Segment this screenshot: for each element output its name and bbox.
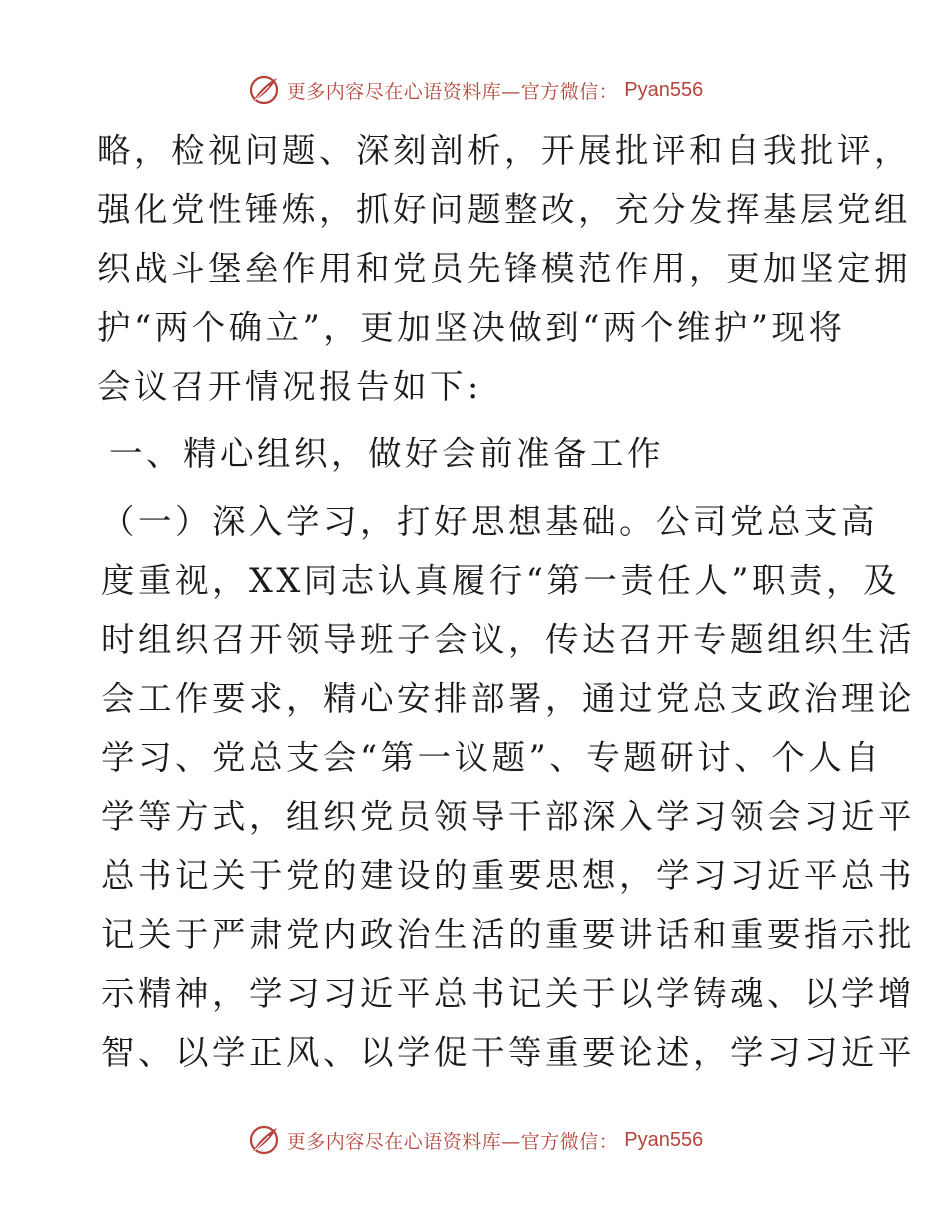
footer-watermark — [0, 1120, 950, 1160]
text-line: 强化党性锤炼，抓好问题整改，充分发挥基层党组 — [97, 190, 911, 229]
text-line: 时组织召开领导班子会议，传达召开专题组织生活 — [101, 620, 915, 659]
section-heading: 一、精心组织，做好会前准备工作 — [109, 434, 664, 473]
feather-pen-logo-icon — [247, 1123, 281, 1157]
text-line: 学习、党总支会“第一议题”、专题研讨、个人自 — [101, 738, 883, 777]
text-line: 总书记关于党的建设的重要思想，学习习近平总书 — [101, 856, 915, 895]
text-line: 织战斗堡垒作用和党员先锋模范作用，更加坚定拥 — [97, 249, 911, 288]
text-line: 学等方式，组织党员领导干部深入学习领会习近平 — [101, 797, 915, 836]
watermark-handle: Pyan556 — [624, 78, 704, 101]
text-line: 会议召开情况报告如下: — [97, 367, 482, 406]
text-line: （一）深入学习，打好思想基础。公司党总支高 — [101, 502, 878, 541]
header-watermark — [0, 70, 950, 110]
text-line: 护“两个确立”，更加坚决做到“两个维护”现将 — [97, 308, 846, 347]
text-line: 示精神，学习习近平总书记关于以学铸魂、以学增 — [101, 974, 915, 1013]
feather-pen-logo-icon — [247, 73, 281, 107]
subsection-paragraph — [97, 492, 915, 1082]
document-body — [97, 121, 915, 1082]
text-line: 智、以学正风、以学促干等重要论述，学习习近平 — [101, 1033, 915, 1072]
watermark-text: 更多内容尽在心语资料库—官方微信： — [286, 1130, 619, 1153]
section-heading-block — [97, 424, 867, 483]
text-line: 度重视，XX同志认真履行“第一责任人”职责，及 — [101, 561, 900, 600]
text-line: 记关于严肃党内政治生活的重要讲话和重要指示批 — [101, 915, 915, 954]
watermark-handle: Pyan556 — [624, 1128, 704, 1151]
text-line: 略，检视问题、深刻剖析，开展批评和自我批评， — [97, 131, 911, 170]
intro-paragraph — [97, 121, 911, 416]
text-line: 会工作要求，精心安排部署，通过党总支政治理论 — [101, 679, 915, 718]
watermark-text: 更多内容尽在心语资料库—官方微信： — [286, 80, 619, 103]
